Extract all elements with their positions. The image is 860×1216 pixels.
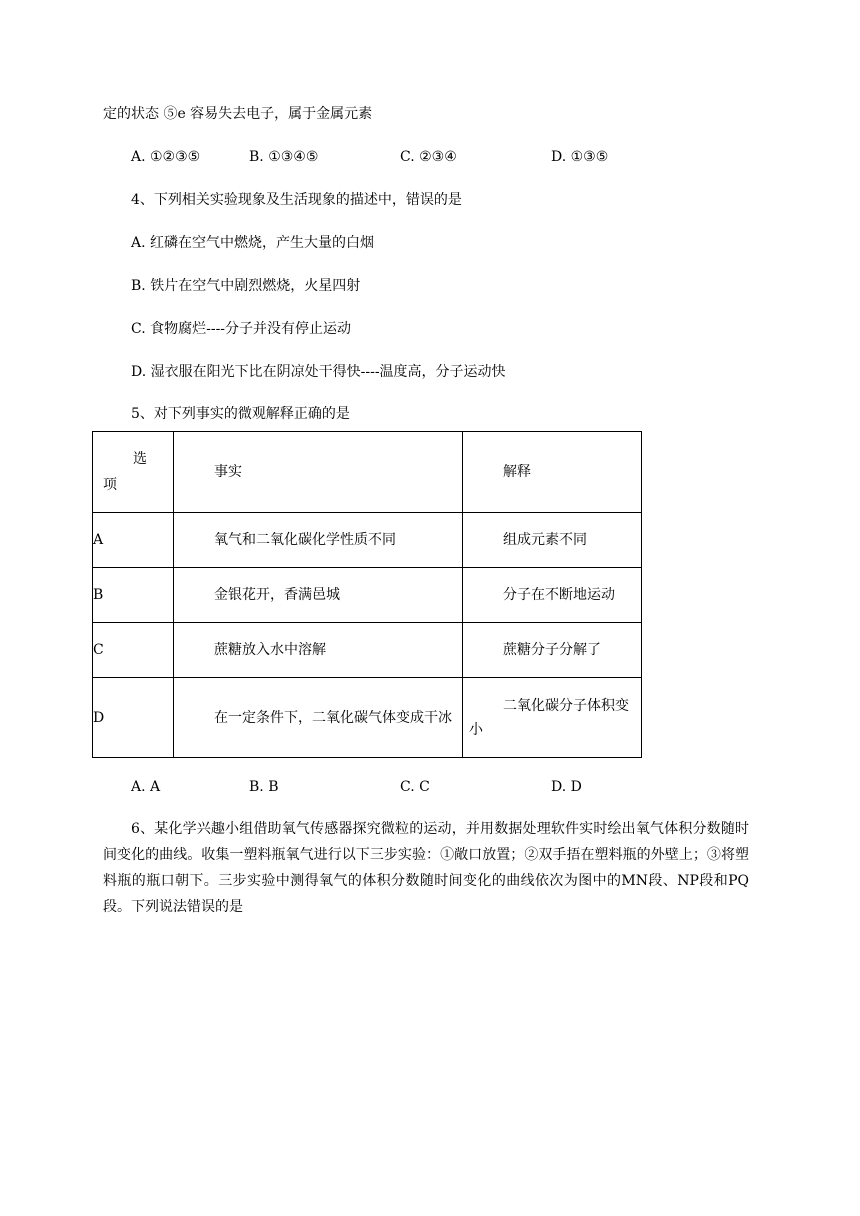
- table-row: [93, 513, 642, 568]
- q4-option-d[interactable]: D. 湿衣服在阳光下比在阴凉处干得快----温度高，分子运动快: [131, 364, 506, 380]
- q3-continuation-line: 定的状态 ⑤e 容易失去电子，属于金属元素: [103, 106, 373, 122]
- table-header-row: [93, 432, 642, 513]
- row-fact-text: 在一定条件下，二氧化碳气体变成干冰: [214, 709, 452, 726]
- q4-option-c[interactable]: C. 食物腐烂----分子并没有停止运动: [131, 321, 352, 337]
- row-explanation-text: 分子在不断地运动: [503, 587, 615, 603]
- q4-option-a[interactable]: A. 红磷在空气中燃烧，产生大量的白烟: [131, 235, 375, 251]
- row-fact-text: 金银花开，香满邑城: [214, 587, 340, 603]
- row-option-cell: D: [93, 678, 174, 758]
- q6-stem: 6、某化学兴趣小组借助氧气传感器探究微粒的运动，并用数据处理软件实时绘出氧气体积分数随时间变化的曲线。收集一塑料瓶氧气进行以下三步实验：①敞口放置；②双手捂在塑料瓶的外壁上；③将塑料瓶的瓶口朝下。三步实验中测得氧气的体积分数随时间变化的曲线依次为图中的MN段、NP段和PQ段。下列说法错误的是: [103, 821, 749, 915]
- q5-option-d[interactable]: D. D: [551, 779, 582, 795]
- table-row: [93, 623, 642, 678]
- header-explanation-cell: [463, 432, 642, 513]
- row-option-cell: B: [93, 568, 174, 623]
- row-fact-text: 蔗糖放入水中溶解: [214, 642, 326, 658]
- q5-facts-table: [92, 431, 642, 758]
- row-explanation-cell: [463, 513, 642, 568]
- row-fact-cell: [174, 623, 463, 678]
- q3-option-d[interactable]: D. ①③⑤: [551, 149, 609, 165]
- q5-option-c[interactable]: C. C: [400, 779, 430, 795]
- row-fact-text: 氧气和二氧化碳化学性质不同: [214, 532, 396, 548]
- header-fact-cell: [174, 432, 463, 513]
- row-fact-cell: [174, 678, 463, 758]
- q3-option-b[interactable]: B. ①③④⑤: [249, 149, 319, 165]
- row-explanation-text: 二氧化碳分子体积变小: [469, 697, 629, 738]
- row-option-cell: C: [93, 623, 174, 678]
- row-explanation-cell: [463, 568, 642, 623]
- header-option-label-1: 选: [133, 451, 147, 467]
- row-fact-cell: [174, 513, 463, 568]
- row-option-cell: A: [93, 513, 174, 568]
- header-option-label-2: 项: [103, 477, 117, 493]
- q5-option-a[interactable]: A. A: [131, 779, 161, 795]
- q4-stem: 4、下列相关实验现象及生活现象的描述中，错误的是: [131, 192, 462, 208]
- row-explanation-text: 蔗糖分子分解了: [503, 642, 601, 658]
- row-fact-cell: [174, 568, 463, 623]
- q5-stem: 5、对下列事实的微观解释正确的是: [131, 406, 350, 422]
- q3-option-c[interactable]: C. ②③④: [400, 149, 457, 165]
- header-explanation-label: 解释: [503, 464, 531, 480]
- header-option-cell: [93, 432, 174, 513]
- table-row: [93, 568, 642, 623]
- header-fact-label: 事实: [214, 464, 242, 480]
- row-explanation-cell: [463, 623, 642, 678]
- q5-option-b[interactable]: B. B: [249, 779, 279, 795]
- row-explanation-text: 组成元素不同: [503, 532, 587, 548]
- q3-option-a[interactable]: A. ①②③⑤: [131, 149, 201, 165]
- table-row: [93, 678, 642, 758]
- q4-option-b[interactable]: B. 铁片在空气中剧烈燃烧，火星四射: [131, 278, 361, 294]
- row-explanation-cell: [463, 678, 642, 758]
